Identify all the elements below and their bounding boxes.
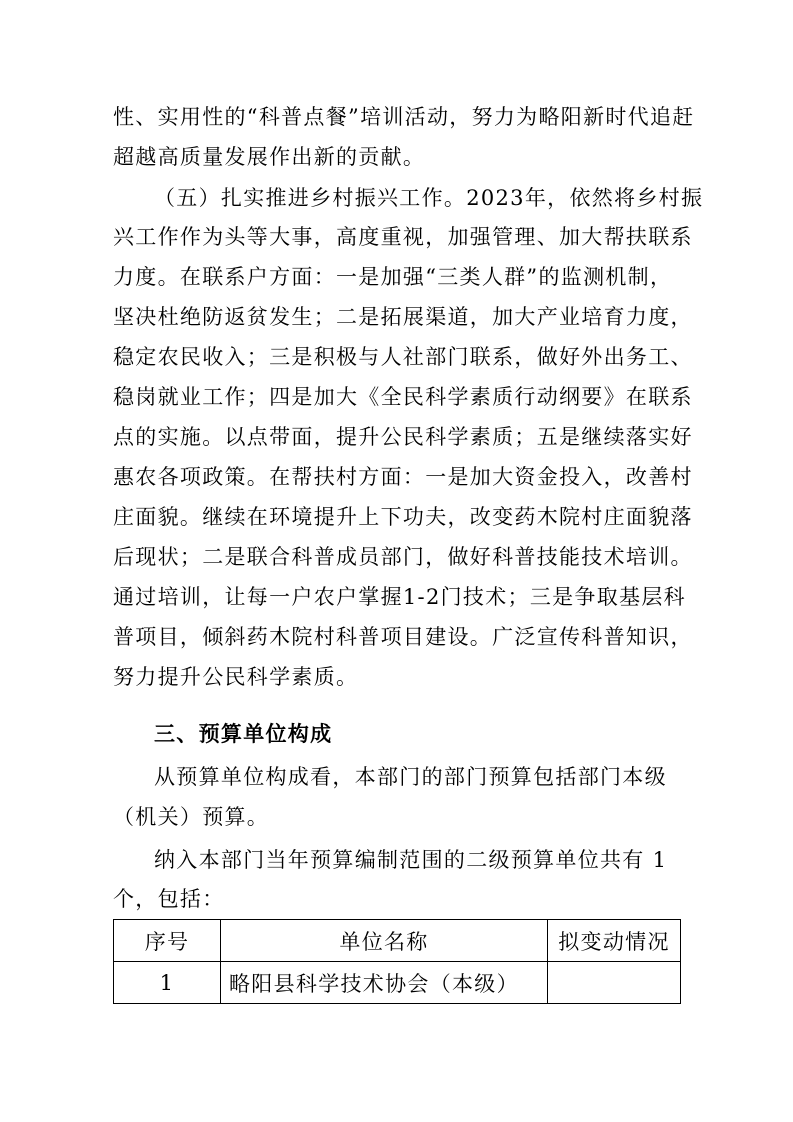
- table-cell: 1: [114, 962, 221, 1004]
- column-header: 单位名称: [221, 920, 548, 962]
- section-heading: 三、预算单位构成: [154, 722, 333, 746]
- text-line: 稳岗就业工作；四是加大《全民科学素质行动纲要》在联系: [113, 385, 693, 409]
- text-line: 力度。在联系户方面：一是加强“三类人群”的监测机制，: [113, 265, 673, 289]
- text-line: 惠农各项政策。在帮扶村方面：一是加大资金投入，改善村: [113, 465, 693, 489]
- text-line: 努力提升公民科学素质。: [113, 665, 359, 689]
- text-line: 庄面貌。继续在环境提升上下功夫，改变药木院村庄面貌落: [113, 505, 693, 529]
- text-line: 纳入本部门当年预算编制范围的二级预算单位共有 1: [154, 848, 668, 872]
- budget-unit-table: [113, 919, 681, 1004]
- text-line: 普项目，倾斜药木院村科普项目建设。广泛宣传科普知识，: [113, 625, 693, 649]
- column-header: 序号: [114, 920, 221, 962]
- table-cell: 略阳县科学技术协会（本级）: [221, 962, 548, 1004]
- text-line: 稳定农民收入；三是积极与人社部门联系，做好外出务工、: [113, 345, 693, 369]
- text-line: 从预算单位构成看，本部门的部门预算包括部门本级: [154, 765, 667, 789]
- text-line: 兴工作作为头等大事，高度重视，加强管理、加大帮扶联系: [113, 225, 693, 249]
- column-header: 拟变动情况: [548, 920, 681, 962]
- text-line: 个，包括：: [113, 887, 225, 911]
- table-row: [114, 962, 681, 1004]
- table-header-row: [114, 920, 681, 962]
- text-line: 坚决杜绝防返贫发生；二是拓展渠道，加大产业培育力度，: [113, 305, 693, 329]
- text-line: 通过培训，让每一户农户掌握1-2门技术；三是争取基层科: [113, 585, 686, 609]
- text-line: （机关）预算。: [113, 805, 270, 829]
- text-line: 超越高质量发展作出新的贡献。: [113, 145, 426, 169]
- text-line: （五）扎实推进乡村振兴工作。2023年，依然将乡村振: [154, 186, 704, 210]
- text-line: 后现状；二是联合科普成员部门，做好科普技能技术培训。: [113, 545, 693, 569]
- text-line: 点的实施。以点带面，提升公民科学素质；五是继续落实好: [113, 425, 693, 449]
- text-line: 性、实用性的“科普点餐”培训活动，努力为略阳新时代追赶: [113, 105, 695, 129]
- table-cell: [548, 962, 681, 1004]
